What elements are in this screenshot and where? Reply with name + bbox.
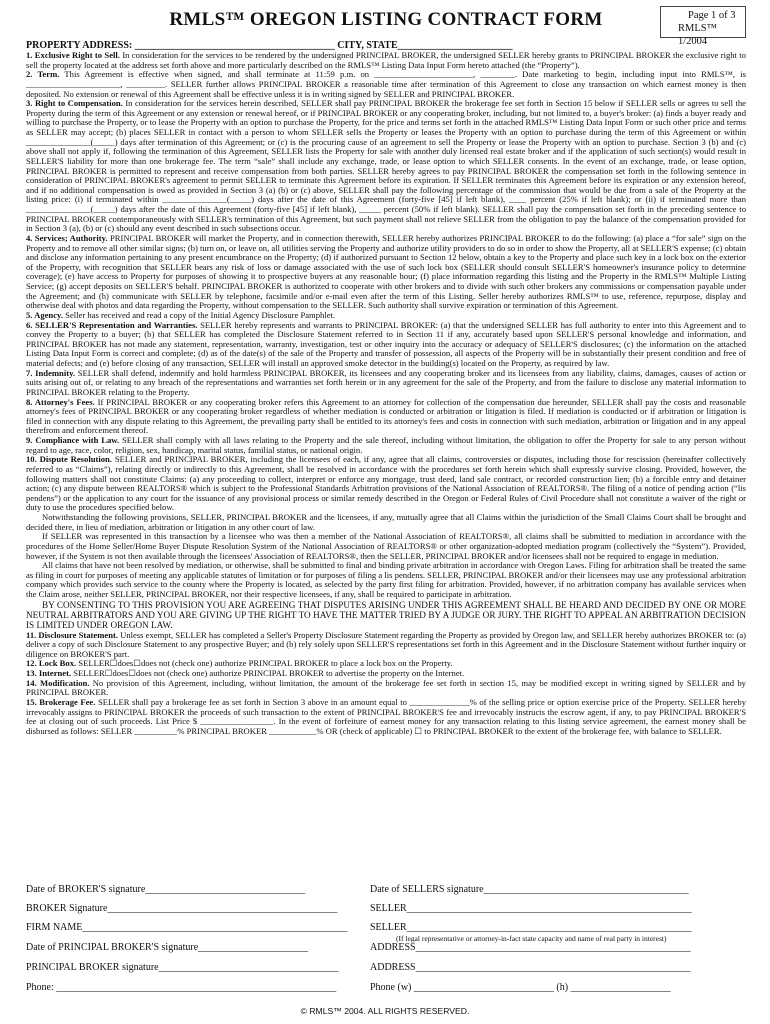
- address-field-2[interactable]: ADDRESS_______________________________________________________: [370, 962, 691, 973]
- section-heading: 12. Lock Box.: [26, 658, 77, 669]
- section-heading: 2. Term.: [26, 69, 60, 80]
- principal-broker-signature-field[interactable]: PRINCIPAL BROKER signature____________________________________: [26, 962, 339, 973]
- page-info: [668, 9, 748, 48]
- section-8: 8. Attorney's Fees. If PRINCIPAL BROKER or any cooperating broker refers this Agreement to an attorney for collection of the compensation due hereunder, SELLER shall pay the costs and reasonable attorney's fees of PRINCIPAL BROKER or any cooperating broker regardless of whether mediation is conducted or arbitration or litigation is filed. If mediation is conducted or if arbitration or litigation is filed in connection with any dispute relating to this Agreement, the prevailing party shall be entitled to its attorney's fees and costs in connection with such mediation, arbitration or litigation and in any appeal therefrom and enforcement thereof.: [26, 396, 746, 436]
- section-10: 10. Dispute Resolution. SELLER and PRINCIPAL BROKER, including the licensees of each, if any, agree that all claims, controversies or disputes, including those for rescission (hereinafter collectively referred to as “Claims”), relating directly or indirectly to this Agreement, shall be resolved in accordance with the procedures set forth herein which shall expressly survive closing. Provided, however, the following matters shall not constitute Claims: (a) any proceeding to collect, interpret or enforce any mortgage, trust deed, land sale contract, or recorded construction lien; (b) a forcible entry and detainer action; (c) any dispute between REALTORS® which is subject to the Professional Standards Arbitration provisions of the National Association of REALTORS®. The filing of a notice of pending action (“lis pendens”) or the application to any court for the issuance of any provisional process or similar remedy described in the Oregon or Federal Rules of Civil Procedure shall not constitute a waiver of the right or duty to use the procedures specified below.: [26, 454, 747, 513]
- signature-row-1: [26, 884, 746, 897]
- section-heading: 13. Internet.: [26, 668, 72, 679]
- arbitration-paragraph: All claims that have not been resolved by mediation, or otherwise, shall be submitted to final and binding private arbitration in accordance with Oregon Laws. Filing for arbitration shall be treated the same as filing in court for purposes of meeting any applicable statutes of limitation or for purposes of filing a lis pendens. SELLER, PRINCIPAL BROKER and/or their licensees may use any professional arbitration company which provides such service to the county where the Property is located, as selected by the party first filing for arbitration. Provided, however, if no arbitration company has available services when the Claim arose, neither SELLER, PRINCIPAL BROKER, nor their respective licensees, if any, shall be required to participate in arbitration.: [26, 560, 746, 599]
- signature-row-2: [26, 903, 746, 916]
- section-heading: 14. Modification.: [26, 677, 90, 688]
- section-15: 15. Brokerage Fee. SELLER shall pay a brokerage fee as set forth in Section 3 above in an amount equal to ______________% of the selling price or option exercise price of the Property. SELLER hereby irrevocably assigns to PRINCIPAL BROKER the proceeds of such transaction to the extent of PRINCIPAL BROKER'S fee and irrevocably instructs the escrow agent, if any, to pay PRINCIPAL BROKER'S fee at closing out of such proceeds. List Price $ _________________. In the event of forfeiture of earnest money for any transaction relating to this listing service agreement, the earnest money shall be disbursed as follows: SELLER __________% PRINCIPAL BROKER ___________% OR (check of applicable) ☐ to PRINCIPAL BROKER to the extent of the brokerage fee, with balance to SELLER.: [26, 696, 746, 736]
- section-4: 4. Services; Authority. PRINCIPAL BROKER will market the Property, and in connection therewith, SELLER hereby authorizes PRINCIPAL BROKER to do the following: (a) place a “for sale” sign on the Property and to remove all other similar signs; (b) turn on, or leave on, all utilities serving the Property and authorize utility providers to do so in order to show the Property, all at SELLER'S expense; (c) obtain and disclose any information pertaining to any present encumbrance on the Property; (d) if authorized pursuant to Section 12 below, obtain a key to the Property and place such key in a lock box on the exterior of the Property, with recognition that SELLER bears any risk of loss or damage associated with the use of such lock box (SELLER should consult SELLER'S homeowner's insurance policy to determine coverage); (e) have access to Property for purposes of showing it to prospective buyers at any reasonable hour; (f) place information regarding this listing and the Property in the RMLS™ Multiple Listing Service; (g) accept deposits on SELLER'S behalf. PRINCIPAL BROKER is authorized to cooperate with other brokers and to divide with such other brokers any commissions or compensation payable under the Agreement; and (h) communicate with SELLER by telephone, facsimile and/or e-mail even after the term of this Listing. Seller hereby authorizes RMLS™ to use, reference, repurpose, display and otherwise deal with photos and data regarding the Property, without compensation to the SELLER. Such authority shall survive expiration or termination of this Agreement.: [26, 232, 747, 311]
- section-6: 6. SELLER'S Representation and Warranties. SELLER hereby represents and warrants to PRINCIPAL BROKER: (a) that the undersigned SELLER has full authority to enter into this Agreement and to convey the Property to a buyer; (b) that SELLER has completed the Disclosure Statement referred to in Section 11 if any, accurately based upon SELLER'S personal knowledge and information, and PRINCIPAL BROKER has not made any statement, representation, warranty, investigation, test or other inquiry into the accuracy or adequacy of SELLER'S disclosures; (c) the information on the attached Listing Data Input Form is correct and complete; (d) as of the date(s) of the sale of the Property and transfer of possession, all aspects of the Property will be in substantially their present condition and free of material defects; and (e) before closing of any transaction, SELLER will install an approved smoke detector in the building(s) located on the Property, as required by law.: [26, 319, 746, 368]
- section-heading: 7. Indemnity.: [26, 367, 76, 378]
- section-9: 9. Compliance with Law. SELLER shall comply with all laws relating to the Property and the sale thereof, including without limitation, the obligation to offer the Property for sale to any person without regard to age, race, color, religion, sex, handicap, marital status, familial status, or national origin.: [26, 435, 746, 455]
- section-heading: 1. Exclusive Right to Sell.: [26, 50, 120, 60]
- signature-block: [26, 884, 746, 1004]
- seller-signature-field-1[interactable]: SELLER_________________________________________________________: [370, 903, 692, 914]
- seller-signature-field-2[interactable]: SELLER_________________________________________________________: [370, 922, 692, 933]
- section-1: 1. Exclusive Right to Sell. In consideration for the services to be rendered by the undersigned PRINCIPAL BROKER, the undersigned SELLER hereby grants to PRINCIPAL BROKER the exclusive right to sell the property located at the address set forth above and more particularly described on the RMLS™ Listing Data Input Form hereto attached (the “Property”).: [26, 50, 746, 70]
- section-2: 2. Term. This Agreement is effective when signed, and shall terminate at 11:59 p.m. on _______________________, ________. Date marketing to begin, including input into RMLS™, is ______________________, _________. SELLER further allows PRINCIPAL BROKER a reasonable time after termination of this Agreement to close any transaction on which earnest money is then deposited. No extension or renewal of this Agreement shall be effective unless it is in writing signed by SELLER and PRINCIPAL BROKER.: [26, 69, 746, 99]
- broker-signature-date-field[interactable]: Date of BROKER'S signature________________________________: [26, 884, 306, 895]
- section-heading: 10. Dispute Resolution.: [26, 454, 112, 465]
- property-address-line: PROPERTY ADDRESS: ________________________________________ CITY, STATE_______________________: [26, 40, 513, 51]
- section-heading: 15. Brokerage Fee.: [26, 696, 96, 707]
- signature-row-5: [26, 962, 746, 975]
- small-claims-paragraph: Notwithstanding the following provisions, SELLER, PRINCIPAL BROKER and the licensees, if any, mutually agree that all Claims within the jurisdiction of the Small Claims Court shall be brought and decided there, in lieu of mediation, arbitration or litigation in any other court of law.: [26, 512, 746, 532]
- mediation-paragraph: If SELLER was represented in this transaction by a licensee who was then a member of the National Association of REALTORS®, all claims shall be submitted to mediation in accordance with the procedures of the Home Seller/Home Buyer Dispute Resolution System of the National Association of REALTORS® or other organization-adopted mediation program (collectively the “System”). Provided, however, if the System is not then available through the licensees' Association of REALTORS®, then the SELLER, PRINCIPAL BROKER and/or licensees shall not be required to engage in mediation.: [26, 531, 746, 561]
- signature-row-6: [26, 982, 746, 995]
- address-field-1[interactable]: ADDRESS_______________________________________________________: [370, 942, 691, 953]
- section-5: 5. Agency. Seller has received and read a copy of the Initial Agency Disclosure Pamphlet.: [26, 309, 336, 320]
- section-13-internet: 13. Internet. SELLER☐does☐does not (check one) authorize PRINCIPAL BROKER to advertise the property on the Internet.: [26, 668, 465, 679]
- page-number: Page 1 of 3: [688, 10, 736, 21]
- section-heading: 4. Services; Authority.: [26, 232, 108, 243]
- broker-signature-field[interactable]: BROKER Signature______________________________________________: [26, 903, 338, 914]
- arbitration-consent-caps: BY CONSENTING TO THIS PROVISION YOU ARE AGREEING THAT DISPUTES ARISING UNDER THIS AGREEMENT SHALL BE HEARD AND DECIDED BY ONE OR MORE NEUTRAL ARBITRATORS AND YOU ARE GIVING UP THE RIGHT TO HAVE THE MATTER TRIED BY A JUDGE OR JURY. THE RIGHT TO APPEAL AN ARBITRATION DECISION IS LIMITED UNDER OREGON LAW.: [26, 599, 746, 631]
- section-12-lock-box: 12. Lock Box. SELLER☐does☐does not (check one) authorize PRINCIPAL BROKER to place a lock box on the Property.: [26, 658, 453, 669]
- principal-broker-date-field[interactable]: Date of PRINCIPAL BROKER'S signature______________________: [26, 942, 309, 953]
- section-3: 3. Right to Compensation. In consideration for the services herein described, SELLER shall pay PRINCIPAL BROKER the brokerage fee set forth in Section 15 below if SELLER sells or agrees to sell the Property during the term of this Agreement or any extension or renewal hereof, or if PRINCIPAL BROKER or any cooperating broker, including, but not limited to, a buyer's broker: (a) finds a buyer ready and willing to purchase the Property, or to lease the Property with an option to purchase the Property, for the price and terms set forth in the attached RMLS™ Listing Data Input Form or such other price and terms as SELLER may accept; (b) places SELLER in contact with a person to whom SELLER sells the Property or leases the Property with an option to purchase during the term of this Agreement or within _______________(_____) days after termination of this Agreement; or (c) is the procuring cause of an agreement to sell the Property or lease the Property with an option to purchase. Section 3 (b) and (c) above shall not apply if, following the termination of this Agreement, SELLER lists the Property for sale with another duly licensed real estate broker and if the application of such section(s) would result in SELLER'S liability for more than one brokerage fee. The term “sale” shall include any exchange, trade, or lease option to which SELLER consents. In the event of an exchange, trade, or lease option, PRINCIPAL BROKER is permitted to represent and receive compensation from both parties. SELLER hereby agrees to pay PRINCIPAL BROKER the compensation set forth in the following sentence in consideration of PRINCIPAL BROKER's agreement to permit SELLER to terminate this Agreement before its expiration. If SELLER terminates this Agreement before its expiration or any extension hereof, and if no additional compensation is owed as provided in Section 3 (a) (b) or (c) above, SELLER shall pay the following percentage of the commission that would be due from a sale of the Property at the listing price: (i) if terminated within _______________(_____) days after the date of this Agreement (forty-five [45] if left blank), ____ percent (25% if left blank); or (ii) if terminated more than _______________(_____) days after the date of this Agreement (forty-five [45] if left blank), _____ percent (50% if left blank). SELLER shall pay the compensation set forth in the preceding sentence to PRINCIPAL BROKER contemporaneously with SELLER's termination of this Agreement, but such payment shall not relieve SELLER from the obligation to pay the balance of the compensation provided for in Section 3 (a), (b) or (c) should any event described in such subsections occur.: [26, 98, 746, 234]
- section-heading: 5. Agency.: [26, 309, 64, 320]
- contract-body: [26, 51, 746, 736]
- legal-representative-note: (If legal representative or attorney-in-fact state capacity and name of real party in interest): [396, 934, 667, 943]
- section-heading: 9. Compliance with Law.: [26, 435, 120, 445]
- section-11: 11. Disclosure Statement. Unless exempt, SELLER has completed a Seller's Property Disclosure Statement regarding the Property as provided by Oregon law, and SELLER hereby authorizes BROKER to: (a) deliver a copy of such Disclosure Statement to any prospective Buyer; and (b) rely solely upon SELLER'S representations set forth in this Agreement and in the Disclosure Statement without further inquiry or diligence on BROKER'S part.: [26, 629, 746, 659]
- copyright-footer: © RMLS™ 2004. ALL RIGHTS RESERVED.: [300, 1006, 470, 1016]
- listing-contract-document: [26, 6, 746, 736]
- section-7: 7. Indemnity. SELLER shall defend, indemnify and hold harmless PRINCIPAL BROKER, its licensees and any cooperating broker and its licensees from any liability, claims, damages, causes of action or suits arising out of, or relating to any breach of the representations and warranties set forth herein or in any agreement for the sale of the Property, and from the failure to disclose any material information to PRINCIPAL BROKER relating to the Property.: [26, 367, 746, 397]
- section-14: 14. Modification. No provision of this Agreement, including, without limitation, the amount of the brokerage fee set forth in section 15, may be modified except in writing signed by SELLER and by PRINCIPAL BROKER.: [26, 677, 746, 698]
- seller-phone-field[interactable]: Phone (w) ____________________________ (h) ____________________: [370, 982, 671, 993]
- signature-row-4: [26, 942, 746, 955]
- section-heading: 6. SELLER'S Representation and Warranties.: [26, 319, 198, 330]
- section-heading: 8. Attorney's Fees.: [26, 396, 95, 407]
- section-heading: 3. Right to Compensation.: [26, 98, 123, 109]
- form-title: RMLS™ OREGON LISTING CONTRACT FORM: [169, 9, 603, 30]
- firm-name-field[interactable]: FIRM NAME_____________________________________________________: [26, 922, 348, 933]
- sellers-signature-date-field[interactable]: Date of SELLERS signature_________________________________________: [370, 884, 689, 895]
- form-version: RMLS™ 1/2004: [678, 23, 717, 47]
- section-heading: 11. Disclosure Statement.: [26, 629, 118, 640]
- phone-field[interactable]: Phone: ________________________________________________________: [26, 982, 337, 993]
